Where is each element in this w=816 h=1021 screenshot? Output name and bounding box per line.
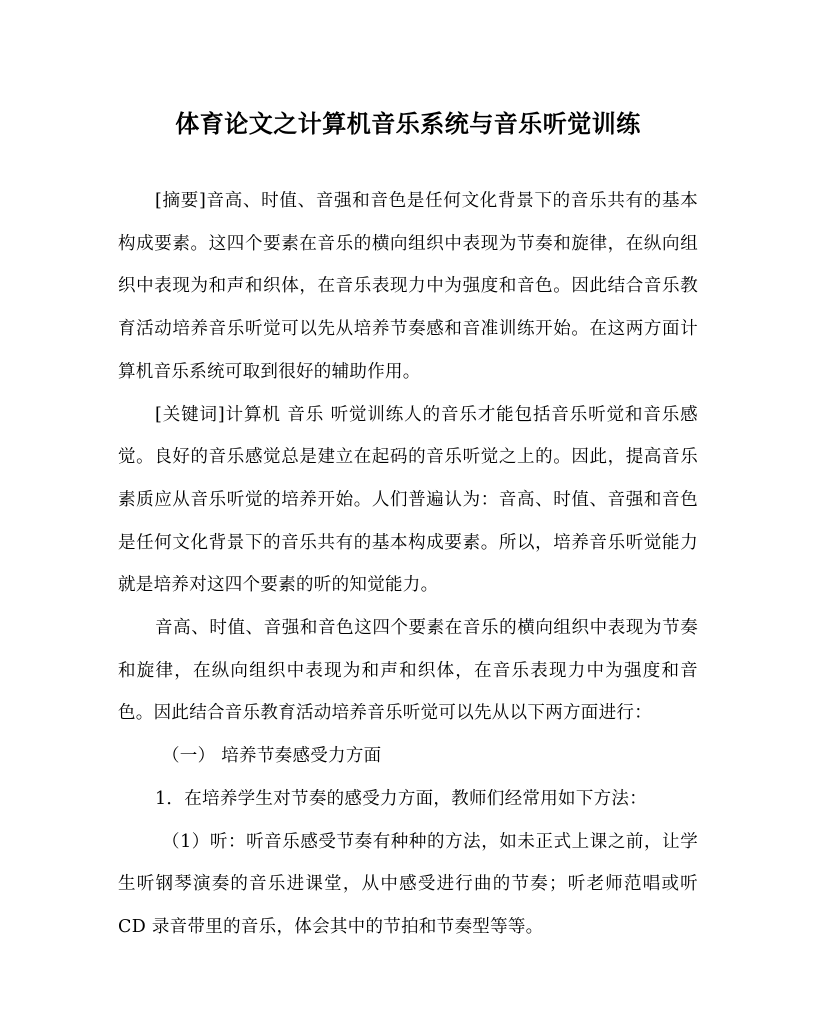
keywords-paragraph: [关键词]计算机 音乐 听觉训练人的音乐才能包括音乐听觉和音乐感觉。良好的音乐感觉总是建立在起码的音乐听觉之上的。因此，提高音乐素质应从音乐听觉的培养开始。人们普遍认为：音高、时值、音强和音色是任何文化背景下的音乐共有的基本构成要素。所以，培养音乐听觉能力就是培养对这四个要素的听的知觉能力。 [118, 404, 698, 596]
sub-list-item-1: （1）听：听音乐感受节奏有种种的方法，如未正式上课之前，让学生听钢琴演奏的音乐进课堂，从中感受进行曲的节奏；听老师范唱或听 CD 录音带里的音乐，体会其中的节拍和节奏型等等。 [118, 831, 698, 937]
section-heading: （一） 培养节奏感受力方面 [162, 746, 382, 767]
elements-paragraph: 音高、时值、音强和音色这四个要素在音乐的横向组织中表现为节奏和旋律，在纵向组织中表现为和声和织体，在音乐表现力中为强度和音色。因此结合音乐教育活动培养音乐听觉可以先从以下两方面进行： [118, 618, 698, 724]
document-title: 体育论文之计算机音乐系统与音乐听觉训练 [175, 109, 641, 138]
document-body [118, 180, 698, 949]
list-item-1: 1．在培养学生对节奏的感受力方面，教师们经常用如下方法： [155, 788, 648, 809]
abstract-paragraph: [摘要]音高、时值、音强和音色是任何文化背景下的音乐共有的基本构成要素。这四个要素在音乐的横向组织中表现为节奏和旋律，在纵向组织中表现为和声和织体，在音乐表现力中为强度和音色。因此结合音乐教育活动培养音乐听觉可以先从培养节奏感和音准训练开始。在这两方面计算机音乐系统可取到很好的辅助作用。 [118, 191, 698, 382]
